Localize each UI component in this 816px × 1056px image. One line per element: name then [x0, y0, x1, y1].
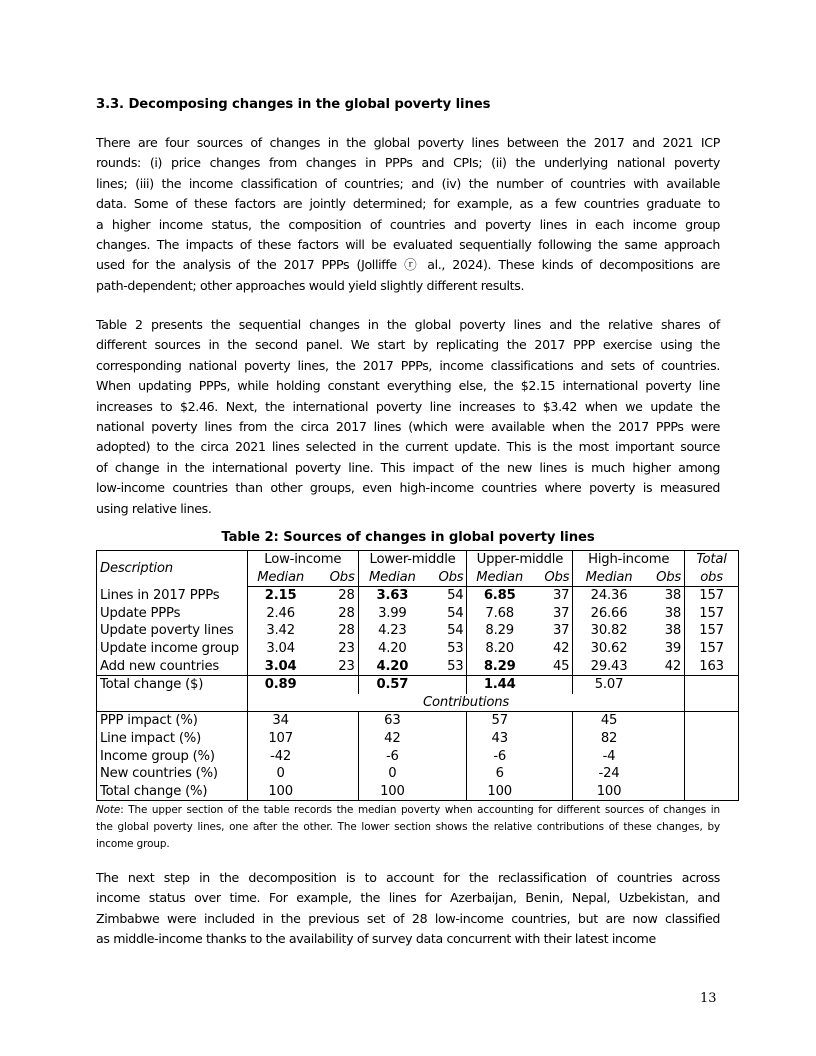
empty-cell: [313, 676, 358, 694]
table-title: Table 2: Sources of changes in global poverty lines: [221, 530, 595, 545]
empty-cell: [532, 748, 573, 766]
contribution-cell: -6: [467, 748, 532, 766]
header-group: Lower-middle: [358, 551, 467, 569]
median-cell: 4.20: [358, 640, 426, 658]
empty-cell: [532, 676, 573, 694]
header-obs: Obs: [313, 569, 358, 587]
note-line: [96, 802, 720, 819]
empty-cell: [532, 765, 573, 783]
empty-cell: [426, 676, 467, 694]
row-label: Line impact (%): [97, 730, 248, 748]
total-change-row: [97, 676, 739, 694]
contribution-cell: 82: [573, 730, 645, 748]
median-cell: 3.42: [247, 622, 313, 640]
text-line: income status over time. For example, the lines for Azerbaijan, Benin, Nepal, Uzbekistan, and: [96, 890, 720, 906]
text-line: Zimbabwe were included in the previous set of 28 low-income countries, but are now classified: [96, 910, 720, 926]
paragraph-2: [96, 315, 720, 519]
text-line: increases to $2.46. Next, the international poverty line increases to $3.42 when we update the: [96, 398, 720, 414]
obs-cell: 38: [645, 605, 685, 623]
empty-cell: [685, 730, 739, 748]
obs-cell: 37: [532, 622, 573, 640]
median-cell: 3.63: [358, 587, 426, 605]
empty-cell: [532, 730, 573, 748]
contribution-cell: -4: [573, 748, 645, 766]
text-line: a higher income status, the composition of countries and poverty lines in each income group: [96, 216, 720, 232]
note-line: the global poverty lines, one after the other. The lower section shows the relative contributions of these changes, by: [96, 820, 720, 833]
text-line: low-income countries than other groups, even high-income countries where poverty is measured: [96, 480, 720, 496]
table-row: [97, 622, 739, 640]
total-change-cell: 0.57: [358, 676, 426, 694]
text-line: The next step in the decomposition is to account for the reclassification of countries across: [96, 870, 720, 885]
empty-cell: [426, 783, 467, 801]
empty-cell: [645, 748, 685, 766]
obs-cell: 23: [313, 640, 358, 658]
table-row: [97, 658, 739, 676]
total-obs-cell: 157: [685, 605, 739, 623]
row-label: Update poverty lines: [97, 622, 248, 640]
empty-cell: [426, 748, 467, 766]
empty-cell: [532, 712, 573, 730]
text-line: changes. The impacts of these factors will be evaluated sequentially following the same approach: [96, 237, 720, 253]
empty-cell: [645, 676, 685, 694]
header-group: Low-income: [247, 551, 358, 569]
note-line: income group.: [96, 837, 170, 850]
total-change-cell: 5.07: [573, 676, 645, 694]
paragraph-1: [96, 133, 720, 296]
obs-cell: 54: [426, 587, 467, 605]
obs-cell: 37: [532, 587, 573, 605]
text-line: There are four sources of changes in the global poverty lines between the 2017 and 2021 ICP: [96, 135, 720, 150]
contribution-cell: 0: [247, 765, 313, 783]
empty-cell: [426, 730, 467, 748]
obs-cell: 53: [426, 658, 467, 676]
row-label: PPP impact (%): [97, 712, 248, 730]
median-cell: 3.04: [247, 658, 313, 676]
empty-cell: [685, 676, 739, 694]
median-cell: 29.43: [573, 658, 645, 676]
text-line: When updating PPPs, while holding constant everything else, the $2.15 international poverty line: [96, 378, 720, 394]
obs-cell: 37: [532, 605, 573, 623]
obs-cell: 39: [645, 640, 685, 658]
empty-cell: [645, 712, 685, 730]
obs-cell: 53: [426, 640, 467, 658]
text-line: as middle-income thanks to the availability of survey data concurrent with their latest income: [96, 931, 656, 947]
empty-cell: [313, 765, 358, 783]
empty-cell: [532, 783, 573, 801]
empty-cell: [645, 730, 685, 748]
contribution-row: [97, 748, 739, 766]
section-title: 3.3. Decomposing changes in the global poverty lines: [96, 97, 491, 112]
obs-cell: 54: [426, 605, 467, 623]
empty-cell: [685, 765, 739, 783]
contribution-cell: 100: [247, 783, 313, 801]
median-cell: 2.46: [247, 605, 313, 623]
text-line: data. Some of these factors are jointly determined; for example, as a few countries graduate to: [96, 196, 720, 212]
row-label: Total change (%): [97, 783, 248, 801]
empty-cell: [685, 694, 739, 712]
empty-cell: [685, 712, 739, 730]
obs-cell: 42: [532, 640, 573, 658]
empty-cell: [313, 748, 358, 766]
header-total: Total: [685, 551, 739, 569]
header-description: Description: [97, 551, 248, 587]
obs-cell: 28: [313, 622, 358, 640]
contributions-row: [97, 694, 739, 712]
median-cell: 8.29: [467, 622, 532, 640]
median-cell: 30.82: [573, 622, 645, 640]
paragraph-3: [96, 868, 720, 950]
median-cell: 4.23: [358, 622, 426, 640]
text-line: Table 2 presents the sequential changes in the global poverty lines and the relative shares of: [96, 317, 720, 332]
contribution-cell: 0: [358, 765, 426, 783]
contribution-row: [97, 765, 739, 783]
total-obs-cell: 157: [685, 587, 739, 605]
median-cell: 26.66: [573, 605, 645, 623]
contribution-cell: 45: [573, 712, 645, 730]
text-line: rounds: (i) price changes from changes in PPPs and CPIs; (ii) the underlying national poverty: [96, 155, 720, 171]
row-label: Lines in 2017 PPPs: [97, 587, 248, 605]
empty-cell: [645, 765, 685, 783]
total-obs-cell: 157: [685, 622, 739, 640]
text-line: different sources in the second panel. We start by replicating the 2017 PPP exercise using the: [96, 337, 720, 353]
header-obs: Obs: [645, 569, 685, 587]
table-row: [97, 605, 739, 623]
page-number: 13: [700, 991, 717, 1006]
total-change-cell: 1.44: [467, 676, 532, 694]
contribution-cell: -24: [573, 765, 645, 783]
empty-cell: [426, 765, 467, 783]
contribution-cell: -42: [247, 748, 313, 766]
contribution-cell: 43: [467, 730, 532, 748]
empty-cell: [685, 783, 739, 801]
empty-cell: [313, 712, 358, 730]
header-group: High-income: [573, 551, 685, 569]
obs-cell: 42: [645, 658, 685, 676]
obs-cell: 38: [645, 622, 685, 640]
header-obs: Obs: [426, 569, 467, 587]
text-line: using relative lines.: [96, 500, 212, 516]
contribution-cell: 100: [573, 783, 645, 801]
contribution-row: [97, 783, 739, 801]
note-label: Note: [96, 804, 121, 816]
median-cell: 8.29: [467, 658, 532, 676]
header-median: Median: [573, 569, 645, 587]
empty-cell: [313, 783, 358, 801]
median-cell: 30.62: [573, 640, 645, 658]
median-cell: 3.04: [247, 640, 313, 658]
table-note: [96, 802, 720, 852]
contribution-cell: 100: [467, 783, 532, 801]
total-obs-cell: 163: [685, 658, 739, 676]
obs-cell: 23: [313, 658, 358, 676]
text-line: of change in the international poverty line. This impact of the new lines is much higher among: [96, 459, 720, 475]
header-median: Median: [467, 569, 532, 587]
contribution-cell: 63: [358, 712, 426, 730]
text-line: corresponding national poverty lines, the 2017 PPPs, income classifications and sets of countries.: [96, 357, 720, 373]
obs-cell: 28: [313, 587, 358, 605]
table-header-row: [97, 551, 739, 569]
contribution-cell: 57: [467, 712, 532, 730]
empty-cell: [97, 694, 248, 712]
text-line: national poverty lines from the circa 2017 lines (which were available when the 2017 PPPs were: [96, 419, 720, 435]
contribution-cell: 100: [358, 783, 426, 801]
header-median: Median: [358, 569, 426, 587]
row-label: Income group (%): [97, 748, 248, 766]
text-line: lines; (iii) the income classification of countries; and (iv) the number of countries with available: [96, 175, 720, 191]
header-group: Upper-middle: [467, 551, 573, 569]
median-cell: 8.20: [467, 640, 532, 658]
text-line: adopted) to the circa 2021 lines selected in the current update. This is the most important source: [96, 439, 720, 455]
row-label: Update income group: [97, 640, 248, 658]
contribution-row: [97, 730, 739, 748]
text-line: used for the analysis of the 2017 PPPs (Jolliffe ⓡ al., 2024). These kinds of decompositions are: [96, 257, 720, 273]
header-obs-total: obs: [685, 569, 739, 587]
median-cell: 4.20: [358, 658, 426, 676]
obs-cell: 28: [313, 605, 358, 623]
row-label: Total change ($): [97, 676, 248, 694]
median-cell: 3.99: [358, 605, 426, 623]
text-line: path-dependent; other approaches would yield slightly different results.: [96, 277, 525, 293]
median-cell: 2.15: [247, 587, 313, 605]
contribution-cell: 34: [247, 712, 313, 730]
note-text: : The upper section of the table records the median poverty when accounting for different sources of changes in: [120, 804, 720, 816]
obs-cell: 38: [645, 587, 685, 605]
row-label: Add new countries: [97, 658, 248, 676]
median-cell: 6.85: [467, 587, 532, 605]
contribution-cell: -6: [358, 748, 426, 766]
contribution-cell: 107: [247, 730, 313, 748]
row-label: New countries (%): [97, 765, 248, 783]
poverty-lines-table: [96, 550, 739, 801]
contributions-label: Contributions: [247, 694, 684, 712]
empty-cell: [313, 730, 358, 748]
header-obs: Obs: [532, 569, 573, 587]
total-change-cell: 0.89: [247, 676, 313, 694]
header-median: Median: [247, 569, 313, 587]
total-obs-cell: 157: [685, 640, 739, 658]
contribution-cell: 42: [358, 730, 426, 748]
median-cell: 24.36: [573, 587, 645, 605]
contribution-row: [97, 712, 739, 730]
empty-cell: [426, 712, 467, 730]
contribution-cell: 6: [467, 765, 532, 783]
obs-cell: 45: [532, 658, 573, 676]
obs-cell: 54: [426, 622, 467, 640]
median-cell: 7.68: [467, 605, 532, 623]
table-row: [97, 640, 739, 658]
table-row: [97, 587, 739, 605]
empty-cell: [645, 783, 685, 801]
empty-cell: [685, 748, 739, 766]
row-label: Update PPPs: [97, 605, 248, 623]
